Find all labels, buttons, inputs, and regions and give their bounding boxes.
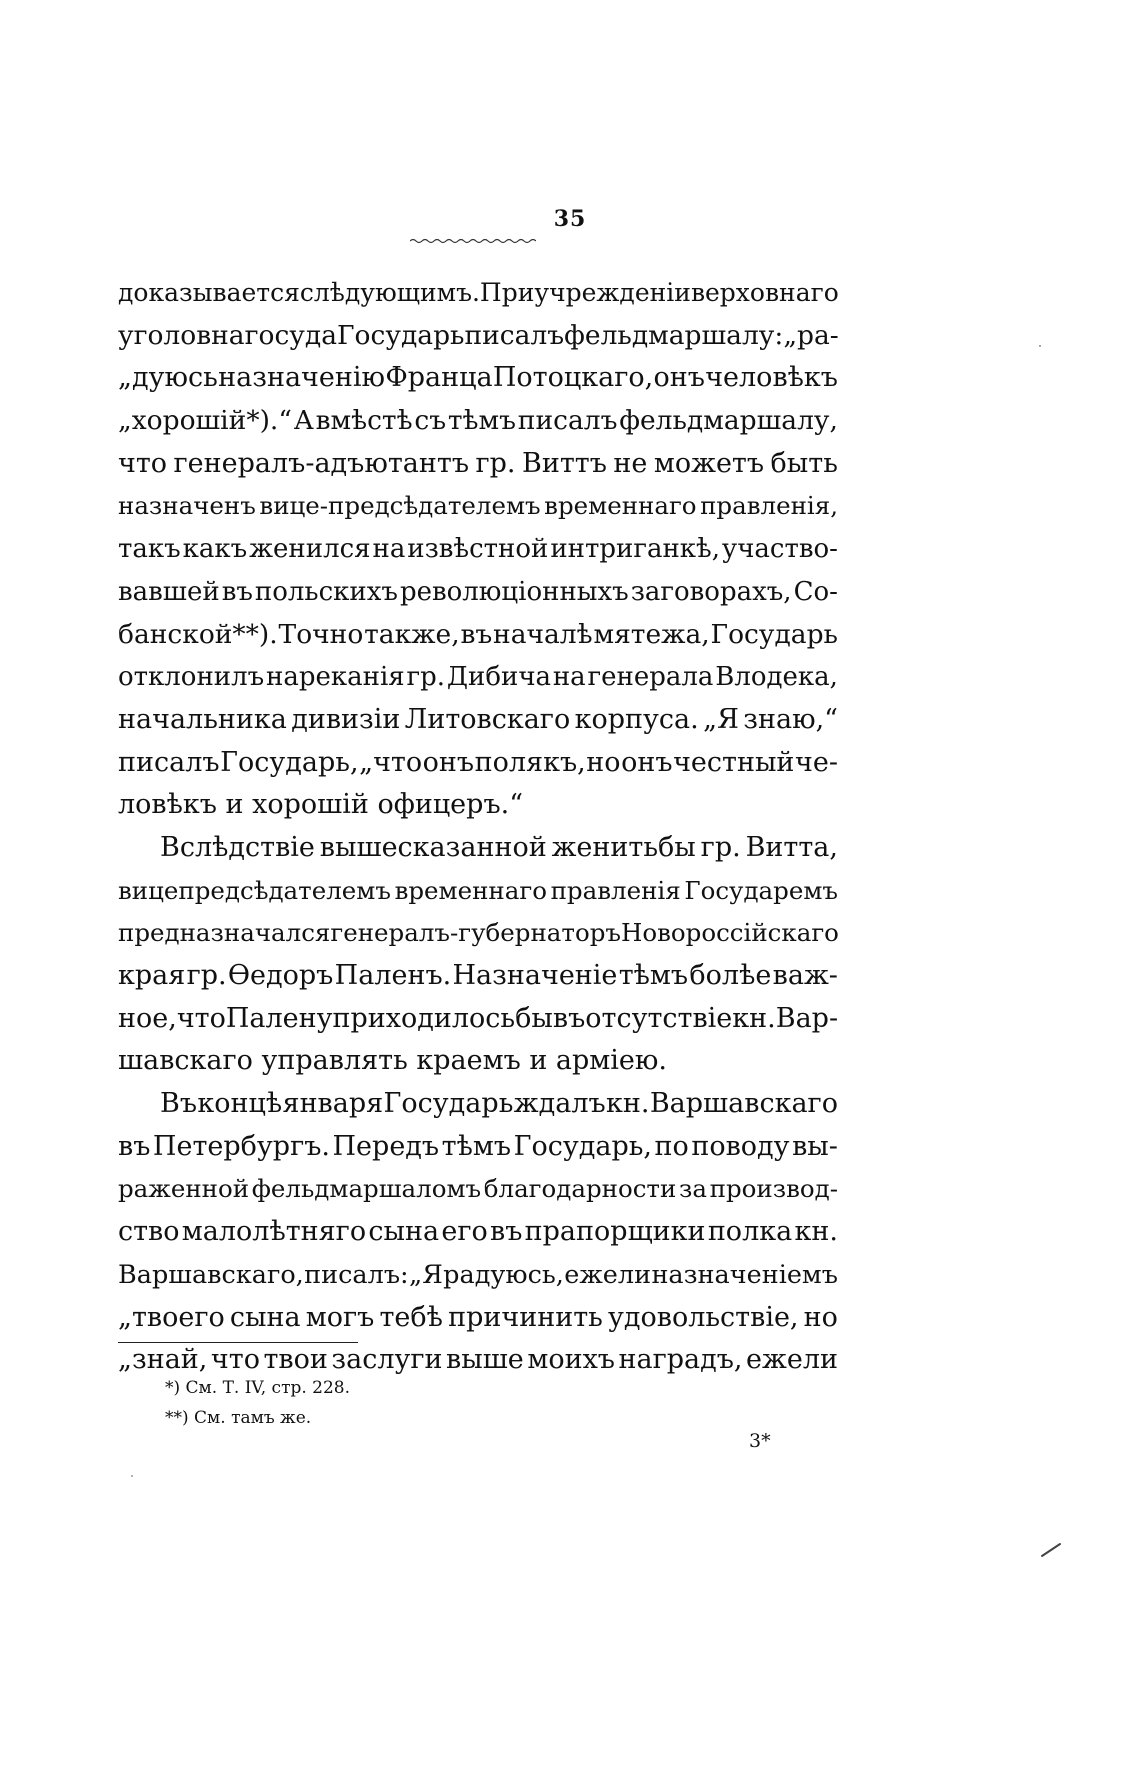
footnote: *) См. Т. IV, стр. 228. bbox=[165, 1378, 351, 1398]
word: Новороссійскаго bbox=[620, 918, 839, 948]
word: временнаго bbox=[544, 491, 697, 521]
word: выше bbox=[446, 1344, 524, 1376]
word: ство bbox=[118, 1216, 180, 1248]
word: Государь, bbox=[220, 746, 359, 778]
word: При bbox=[479, 278, 535, 307]
word: вмѣстѣ bbox=[315, 405, 413, 437]
text-line: ловѣкъ и хорошій офицеръ.“ bbox=[118, 789, 524, 821]
word: фельдмаршаломъ bbox=[251, 1174, 482, 1204]
word: гр. bbox=[475, 447, 516, 479]
word: въ bbox=[490, 1216, 523, 1248]
word: началѣ bbox=[493, 618, 593, 650]
word: писалъ bbox=[517, 405, 618, 437]
text-line bbox=[118, 827, 838, 870]
word: предназначался bbox=[118, 918, 331, 948]
word: участво- bbox=[721, 534, 838, 565]
word: учрежденіи bbox=[534, 278, 691, 307]
word: въ bbox=[460, 618, 493, 650]
word: генерала bbox=[587, 662, 714, 693]
text-line bbox=[118, 528, 838, 571]
word: честный bbox=[673, 746, 795, 778]
word: уголовнаго bbox=[118, 319, 275, 351]
word: Со- bbox=[793, 576, 838, 607]
word: писалъ: bbox=[304, 1259, 409, 1290]
word: моихъ bbox=[527, 1344, 615, 1376]
word: вы- bbox=[792, 1130, 838, 1162]
text-line bbox=[118, 400, 838, 443]
word: Государемъ bbox=[684, 875, 838, 905]
word: заговорахъ, bbox=[630, 576, 792, 607]
word: малолѣтняго bbox=[181, 1216, 367, 1248]
word: раженной bbox=[118, 1174, 250, 1204]
word: кн. bbox=[794, 1216, 838, 1248]
word: прапорщики bbox=[524, 1216, 706, 1248]
word: Государь, bbox=[513, 1130, 653, 1162]
word: „Я bbox=[409, 1259, 443, 1290]
text-line bbox=[118, 1126, 838, 1169]
word: концѣ bbox=[197, 1088, 283, 1120]
text-line bbox=[118, 357, 838, 400]
text-line bbox=[118, 485, 838, 528]
word: радуюсь, bbox=[443, 1259, 564, 1290]
text-line bbox=[118, 614, 838, 657]
word: также, bbox=[364, 618, 460, 650]
word: важ- bbox=[772, 960, 838, 991]
word: Вар- bbox=[775, 1002, 839, 1034]
page-number: 35 bbox=[553, 206, 587, 232]
word: начальника bbox=[118, 703, 287, 735]
word: ждалъ bbox=[513, 1088, 606, 1120]
footnotes bbox=[165, 1373, 350, 1433]
word: онъ bbox=[653, 362, 705, 394]
word: бы bbox=[515, 1002, 553, 1034]
word: вышесказанной bbox=[319, 831, 547, 863]
word: быть bbox=[770, 447, 838, 479]
text-line bbox=[118, 315, 838, 358]
word: извѣстной bbox=[407, 534, 549, 565]
word: твои bbox=[263, 1344, 328, 1376]
word: „дуюсь bbox=[118, 362, 218, 394]
word: въ bbox=[118, 1130, 151, 1162]
page-number-ornament bbox=[410, 238, 536, 244]
word: полка bbox=[707, 1216, 793, 1248]
word: по bbox=[654, 1130, 689, 1162]
word: Дибича bbox=[446, 662, 552, 693]
text-line bbox=[118, 912, 838, 955]
word: могъ bbox=[305, 1301, 375, 1333]
text-line bbox=[118, 742, 838, 785]
word: отклонилъ bbox=[118, 662, 265, 693]
word: онъ bbox=[422, 746, 475, 778]
word: кн. bbox=[732, 1002, 776, 1034]
word: не bbox=[613, 447, 648, 479]
word: наградъ, bbox=[618, 1344, 743, 1376]
word: гр. bbox=[700, 831, 741, 863]
text-line bbox=[118, 1254, 838, 1297]
word: Государь bbox=[383, 1088, 514, 1120]
text-line bbox=[118, 1297, 838, 1340]
word: „что bbox=[359, 746, 423, 778]
word: суда bbox=[274, 319, 338, 351]
word: писалъ bbox=[464, 319, 565, 351]
word: приходилось bbox=[332, 1002, 516, 1034]
word: генералъ-адъютантъ bbox=[173, 447, 470, 479]
word: января bbox=[282, 1088, 384, 1120]
text-line bbox=[118, 1168, 838, 1211]
text-line bbox=[118, 998, 838, 1041]
word: можетъ bbox=[653, 447, 765, 479]
word: Вслѣдствіе bbox=[160, 831, 315, 863]
word: что bbox=[118, 447, 168, 479]
word: ежели bbox=[564, 1259, 652, 1290]
word: Виттъ bbox=[522, 447, 607, 479]
word: интриганкѣ, bbox=[550, 534, 720, 565]
word: сына bbox=[229, 1301, 301, 1333]
word: что bbox=[176, 1002, 226, 1034]
word: писалъ bbox=[118, 746, 220, 778]
word: его bbox=[441, 1216, 488, 1248]
word: производ- bbox=[709, 1174, 838, 1204]
text-line bbox=[118, 1083, 838, 1126]
word: что bbox=[210, 1344, 260, 1376]
word: тѣмъ bbox=[618, 960, 689, 991]
word: правленія bbox=[550, 875, 681, 905]
text-line bbox=[118, 870, 838, 913]
word: благодарности bbox=[483, 1174, 677, 1204]
word: края bbox=[118, 960, 186, 991]
word: полякъ, bbox=[474, 746, 586, 778]
word: „Я bbox=[703, 703, 739, 735]
word: Въ bbox=[160, 1088, 198, 1120]
text-line bbox=[118, 272, 838, 315]
word: удовольствіе, bbox=[607, 1301, 799, 1333]
word: мятежа, bbox=[593, 618, 710, 650]
word: за bbox=[678, 1174, 707, 1204]
word: женитьбы bbox=[551, 831, 696, 863]
scan-speck bbox=[130, 1474, 134, 1478]
word: гр. bbox=[186, 960, 227, 991]
word: Влодека, bbox=[715, 662, 838, 693]
word: фельдмаршалу, bbox=[619, 405, 838, 437]
word: знаю,“ bbox=[743, 703, 838, 735]
word: такъ bbox=[118, 534, 181, 565]
word: Литовскаго bbox=[404, 703, 571, 735]
scan-speck bbox=[1038, 344, 1042, 348]
word: болѣе bbox=[689, 960, 772, 991]
word: Варшавскаго, bbox=[118, 1259, 304, 1290]
word: назначенъ bbox=[118, 491, 256, 521]
text-line bbox=[118, 699, 838, 742]
word: А bbox=[293, 405, 314, 437]
word: „хорошій*).“ bbox=[118, 405, 292, 437]
word: тебѣ bbox=[379, 1301, 443, 1333]
text-line bbox=[118, 955, 838, 998]
text-line bbox=[118, 1211, 838, 1254]
word: причинить bbox=[448, 1301, 603, 1333]
word: вицепредсѣдателемъ bbox=[118, 875, 391, 905]
word: назначенію bbox=[218, 362, 386, 394]
word: назначеніемъ bbox=[651, 1259, 838, 1290]
word: „твоего bbox=[118, 1301, 225, 1333]
word: въ bbox=[552, 1002, 586, 1034]
word: но bbox=[586, 746, 621, 778]
word: Витта, bbox=[745, 831, 838, 863]
word: Паленъ. bbox=[334, 960, 452, 991]
text-line bbox=[118, 571, 838, 614]
footnote-separator bbox=[118, 1342, 358, 1343]
text-line bbox=[118, 443, 838, 486]
word: сына bbox=[368, 1216, 440, 1248]
word: Государь bbox=[710, 618, 838, 650]
word: Точно bbox=[278, 618, 364, 650]
word: Франца bbox=[385, 362, 493, 394]
word: правленія, bbox=[700, 491, 838, 521]
word: съ bbox=[414, 405, 447, 437]
word: ежели bbox=[746, 1344, 838, 1376]
word: фельдмаршалу: bbox=[564, 319, 784, 351]
word: вавшей bbox=[118, 576, 220, 607]
word: Ѳедоръ bbox=[227, 960, 334, 991]
text-line: шавскаго управлять краемъ и арміею. bbox=[118, 1045, 668, 1077]
word: Передъ bbox=[332, 1130, 440, 1162]
word: человѣкъ bbox=[705, 362, 838, 394]
word: гр. bbox=[406, 662, 446, 693]
word: онъ bbox=[621, 746, 673, 778]
word: Потоцкаго, bbox=[492, 362, 654, 394]
word: „знай, bbox=[118, 1344, 208, 1376]
word: корпуса. bbox=[574, 703, 699, 735]
word: какъ bbox=[182, 534, 248, 565]
word: че- bbox=[794, 746, 838, 778]
word: генералъ-губернаторъ bbox=[330, 918, 621, 948]
word: въ bbox=[221, 576, 253, 607]
word: кн. bbox=[606, 1088, 650, 1120]
word: „ра- bbox=[783, 319, 839, 351]
word: поводу bbox=[691, 1130, 790, 1162]
word: тѣмъ bbox=[447, 405, 516, 437]
word: Государь bbox=[337, 319, 465, 351]
footnote: **) См. тамъ же. bbox=[165, 1408, 312, 1428]
word: дивизіи bbox=[291, 703, 401, 735]
body-text bbox=[118, 272, 838, 1382]
word: Палену bbox=[225, 1002, 333, 1034]
word: но bbox=[803, 1301, 838, 1333]
text-line bbox=[118, 656, 838, 699]
word: нареканія bbox=[266, 662, 405, 693]
word: тѣмъ bbox=[441, 1130, 512, 1162]
word: доказывается bbox=[118, 278, 300, 307]
word: слѣдующимъ. bbox=[299, 278, 480, 307]
word: заслуги bbox=[331, 1344, 443, 1376]
word: на bbox=[372, 534, 406, 565]
word: банской**). bbox=[118, 618, 278, 650]
word: Петербургъ. bbox=[152, 1130, 330, 1162]
word: женился bbox=[249, 534, 371, 565]
word: отсутствіе bbox=[585, 1002, 733, 1034]
word: Назначеніе bbox=[452, 960, 618, 991]
signature-mark: 3* bbox=[749, 1430, 771, 1452]
word: ное, bbox=[118, 1002, 177, 1034]
word: верховнаго bbox=[690, 278, 839, 307]
word: Варшавскаго bbox=[649, 1088, 838, 1120]
scan-speck bbox=[1040, 1540, 1064, 1560]
word: вице-предсѣдателемъ bbox=[259, 491, 541, 521]
word: на bbox=[552, 662, 586, 693]
word: революціонныхъ bbox=[399, 576, 629, 607]
word: временнаго bbox=[394, 875, 547, 905]
word: польскихъ bbox=[254, 576, 398, 607]
